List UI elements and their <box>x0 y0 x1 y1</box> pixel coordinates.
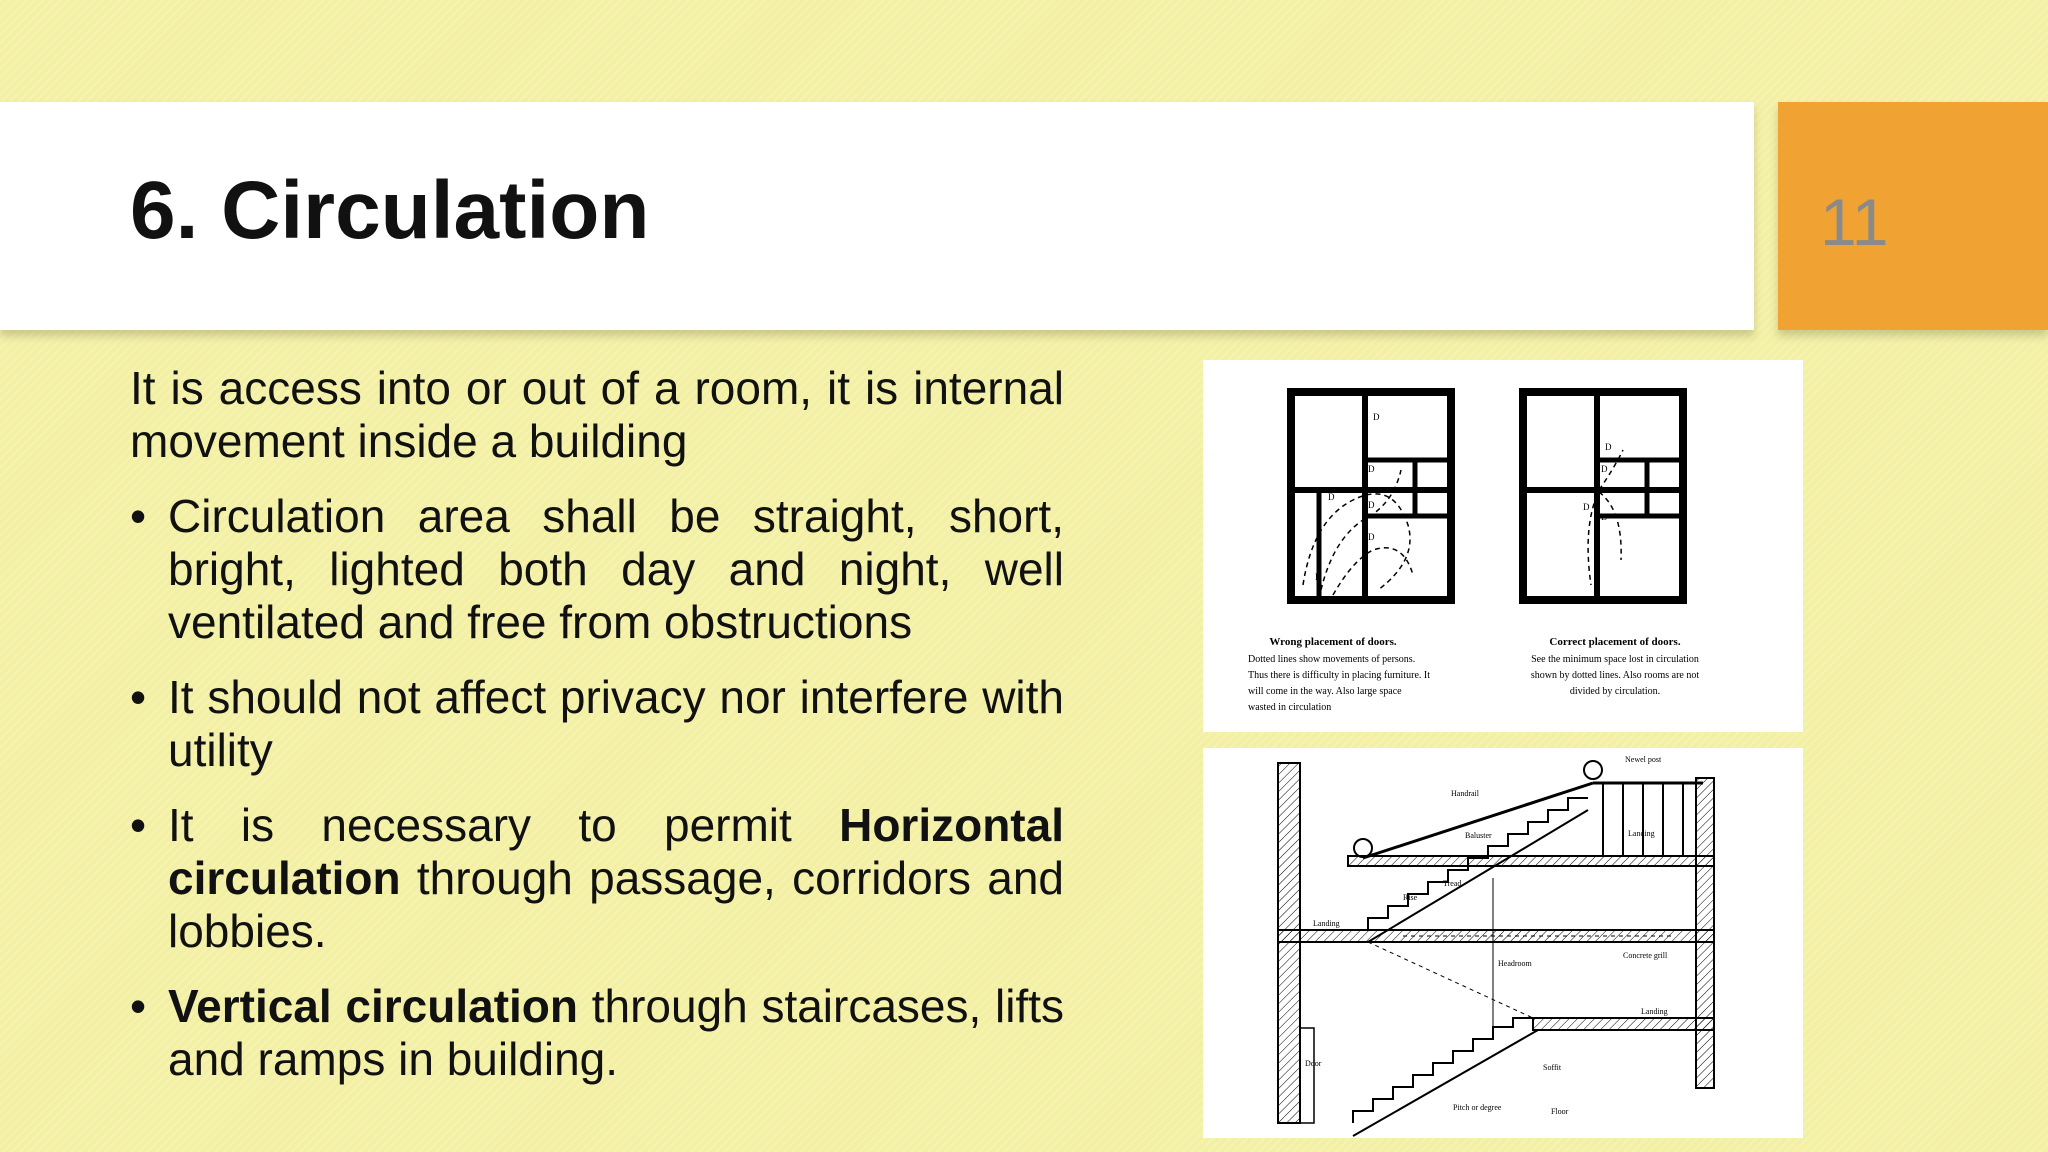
intermediate-floor <box>1278 930 1714 942</box>
floor-plans-drawing <box>1203 360 1803 732</box>
correct-caption-title: Correct placement of doors. <box>1549 636 1681 648</box>
wrong-caption-title: Wrong placement of doors. <box>1269 636 1397 648</box>
label-concrete-grill: Concrete grill <box>1623 951 1668 960</box>
newel-post-lower <box>1354 839 1372 857</box>
bullet-list <box>130 490 1064 1086</box>
bullet-text-post: through staircases, lifts and ramps in building. <box>168 980 1065 1085</box>
staircase-section-drawing <box>1203 748 1803 1138</box>
bullet-text-bold: Horizontal circulation <box>168 799 1064 904</box>
wrong-caption-line: will come in the way. Also large space <box>1248 686 1402 697</box>
bullet-item <box>130 980 1064 1086</box>
correct-caption-line: See the minimum space lost in circulation <box>1531 654 1699 665</box>
slide-title: 6. Circulation <box>130 165 650 256</box>
correct-caption-line: shown by dotted lines. Also rooms are not <box>1530 670 1700 681</box>
correct-caption-line: divided by circulation. <box>1569 686 1661 697</box>
bullet-text-post: through passage, corridors and lobbies. <box>168 852 1064 957</box>
label-rise: Rise <box>1403 893 1418 902</box>
label-door: Door <box>1305 1059 1322 1068</box>
lower-flight-soffit <box>1353 1030 1538 1136</box>
title-bar <box>0 102 1754 330</box>
door-mark: D <box>1605 442 1612 452</box>
bullet-text-bold: Vertical circulation <box>168 980 578 1032</box>
bullet-icon: • <box>130 490 147 542</box>
label-pitch: Pitch or degree <box>1453 1103 1502 1112</box>
door-mark: D <box>1601 464 1608 474</box>
door-mark: D <box>1315 572 1322 582</box>
wrong-caption-line: Dotted lines show movements of persons. <box>1248 654 1416 665</box>
label-handrail: Handrail <box>1451 789 1479 798</box>
bullet-text: It should not affect privacy nor interfere with utility <box>168 671 1064 776</box>
label-soffit: Soffit <box>1543 1063 1562 1072</box>
bullet-item <box>130 671 1064 777</box>
label-landing-left: Landing <box>1313 919 1340 928</box>
label-floor: Floor <box>1551 1107 1569 1116</box>
correct-placement-plan <box>1523 392 1683 600</box>
label-landing-top: Landing <box>1628 829 1655 838</box>
intro-text: It is access into or out of a room, it is internal movement inside a building <box>130 362 1064 467</box>
label-baluster: Baluster <box>1465 831 1492 840</box>
bullet-icon: • <box>130 671 147 723</box>
label-headroom: Headroom <box>1498 959 1532 968</box>
bullet-icon: • <box>130 980 147 1032</box>
wrong-caption-line: Thus there is difficulty in placing furniture. It <box>1248 670 1430 681</box>
wrong-caption-line: wasted in circulation <box>1248 702 1332 713</box>
label-newel-post: Newel post <box>1625 755 1662 764</box>
newel-post-upper <box>1584 761 1602 779</box>
bullet-item <box>130 799 1064 958</box>
upper-flight-soffit <box>1368 810 1588 942</box>
bullet-item <box>130 490 1064 649</box>
door-mark: D <box>1368 464 1375 474</box>
lower-landing-slab <box>1533 1018 1714 1030</box>
upper-floor <box>1348 856 1714 866</box>
staircase-section-figure <box>1203 748 1803 1138</box>
lower-flight-steps <box>1353 1018 1533 1123</box>
page-number-badge <box>1778 102 2048 330</box>
bullet-icon: • <box>130 799 147 851</box>
label-tread: Tread <box>1443 879 1462 888</box>
door-frame <box>1300 1028 1314 1123</box>
door-placement-figure <box>1203 360 1803 732</box>
bullet-text-pre: It is necessary to permit <box>168 799 840 851</box>
slide-body <box>130 362 1064 1108</box>
page-number: 11 <box>1820 185 1889 259</box>
label-landing-bottom: Landing <box>1641 1007 1668 1016</box>
door-mark: D <box>1368 500 1375 510</box>
bullet-text: Circulation area shall be straight, short, bright, lighted both day and night, well ventilated and free from obstructions <box>168 490 1064 648</box>
door-mark: D <box>1328 492 1335 502</box>
door-mark: D <box>1373 412 1380 422</box>
wrong-placement-plan <box>1291 392 1451 600</box>
door-mark: D <box>1601 512 1608 522</box>
door-mark: D <box>1583 502 1590 512</box>
door-mark: D <box>1368 532 1375 542</box>
